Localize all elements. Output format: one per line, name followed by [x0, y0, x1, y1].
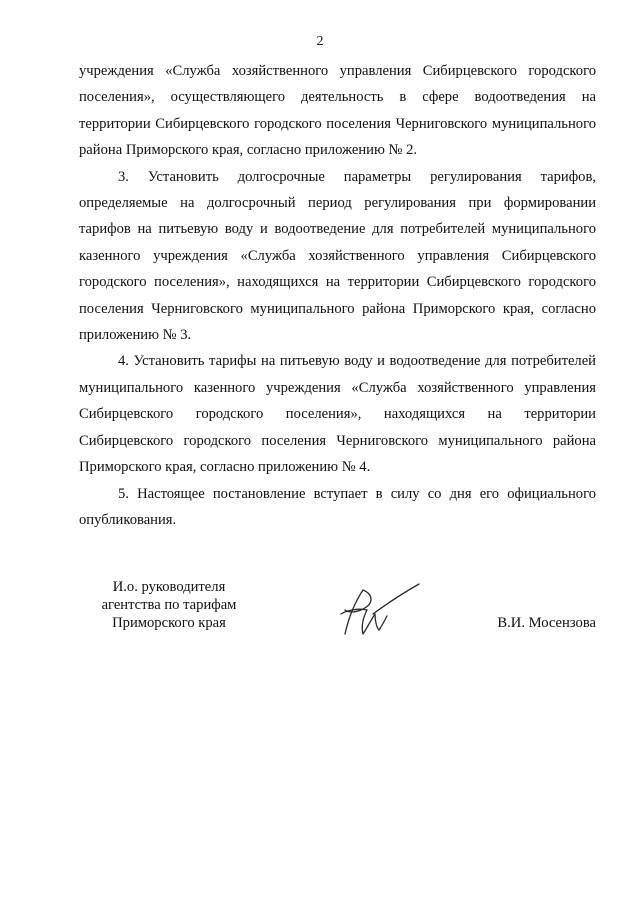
signer-title-line: агентства по тарифам — [101, 597, 237, 613]
paragraph-continuation: учреждения «Служба хозяйственного управления Сибирцевского городского поселения», осуществляющего деятельность в сфере водоотведения на территории Сибирцевского городского поселения Черниговского муниципального района Приморского края, согласно приложению № 2. — [79, 63, 596, 159]
signature-block — [79, 578, 596, 648]
paragraph-item-3: 3. Установить долгосрочные параметры регулирования тарифов, определяемые на долгосрочный период регулирования при формировании тарифов на питьевую воду и водоотведение для потребителей муниципального казенного учреждения «Служба хозяйственного управления Сибирцевского городского поселения», находящихся на территории Сибирцевского городского поселения Черниговского муниципального района Приморского края, согласно приложению № 3. — [79, 168, 596, 344]
signer-title-line: Приморского края — [112, 615, 226, 631]
signer-title — [79, 578, 259, 632]
signer-name: В.И. Мосензова — [497, 615, 596, 631]
paragraph-item-5: 5. Настоящее постановление вступает в силу со дня его официального опубликования. — [79, 485, 596, 528]
signer-title-line: И.о. руководителя — [112, 579, 226, 595]
page-number: 2 — [316, 34, 324, 49]
document-body — [79, 58, 596, 533]
paragraph-item-4: 4. Установить тарифы на питьевую воду и водоотведение для потребителей муниципального казенного учреждения «Служба хозяйственного управления Сибирцевского городского поселения», находящихся на территории Сибирцевского городского поселения Черниговского муниципального района Приморского края, согласно приложению № 4. — [79, 353, 596, 476]
handwritten-signature-icon — [333, 580, 423, 640]
